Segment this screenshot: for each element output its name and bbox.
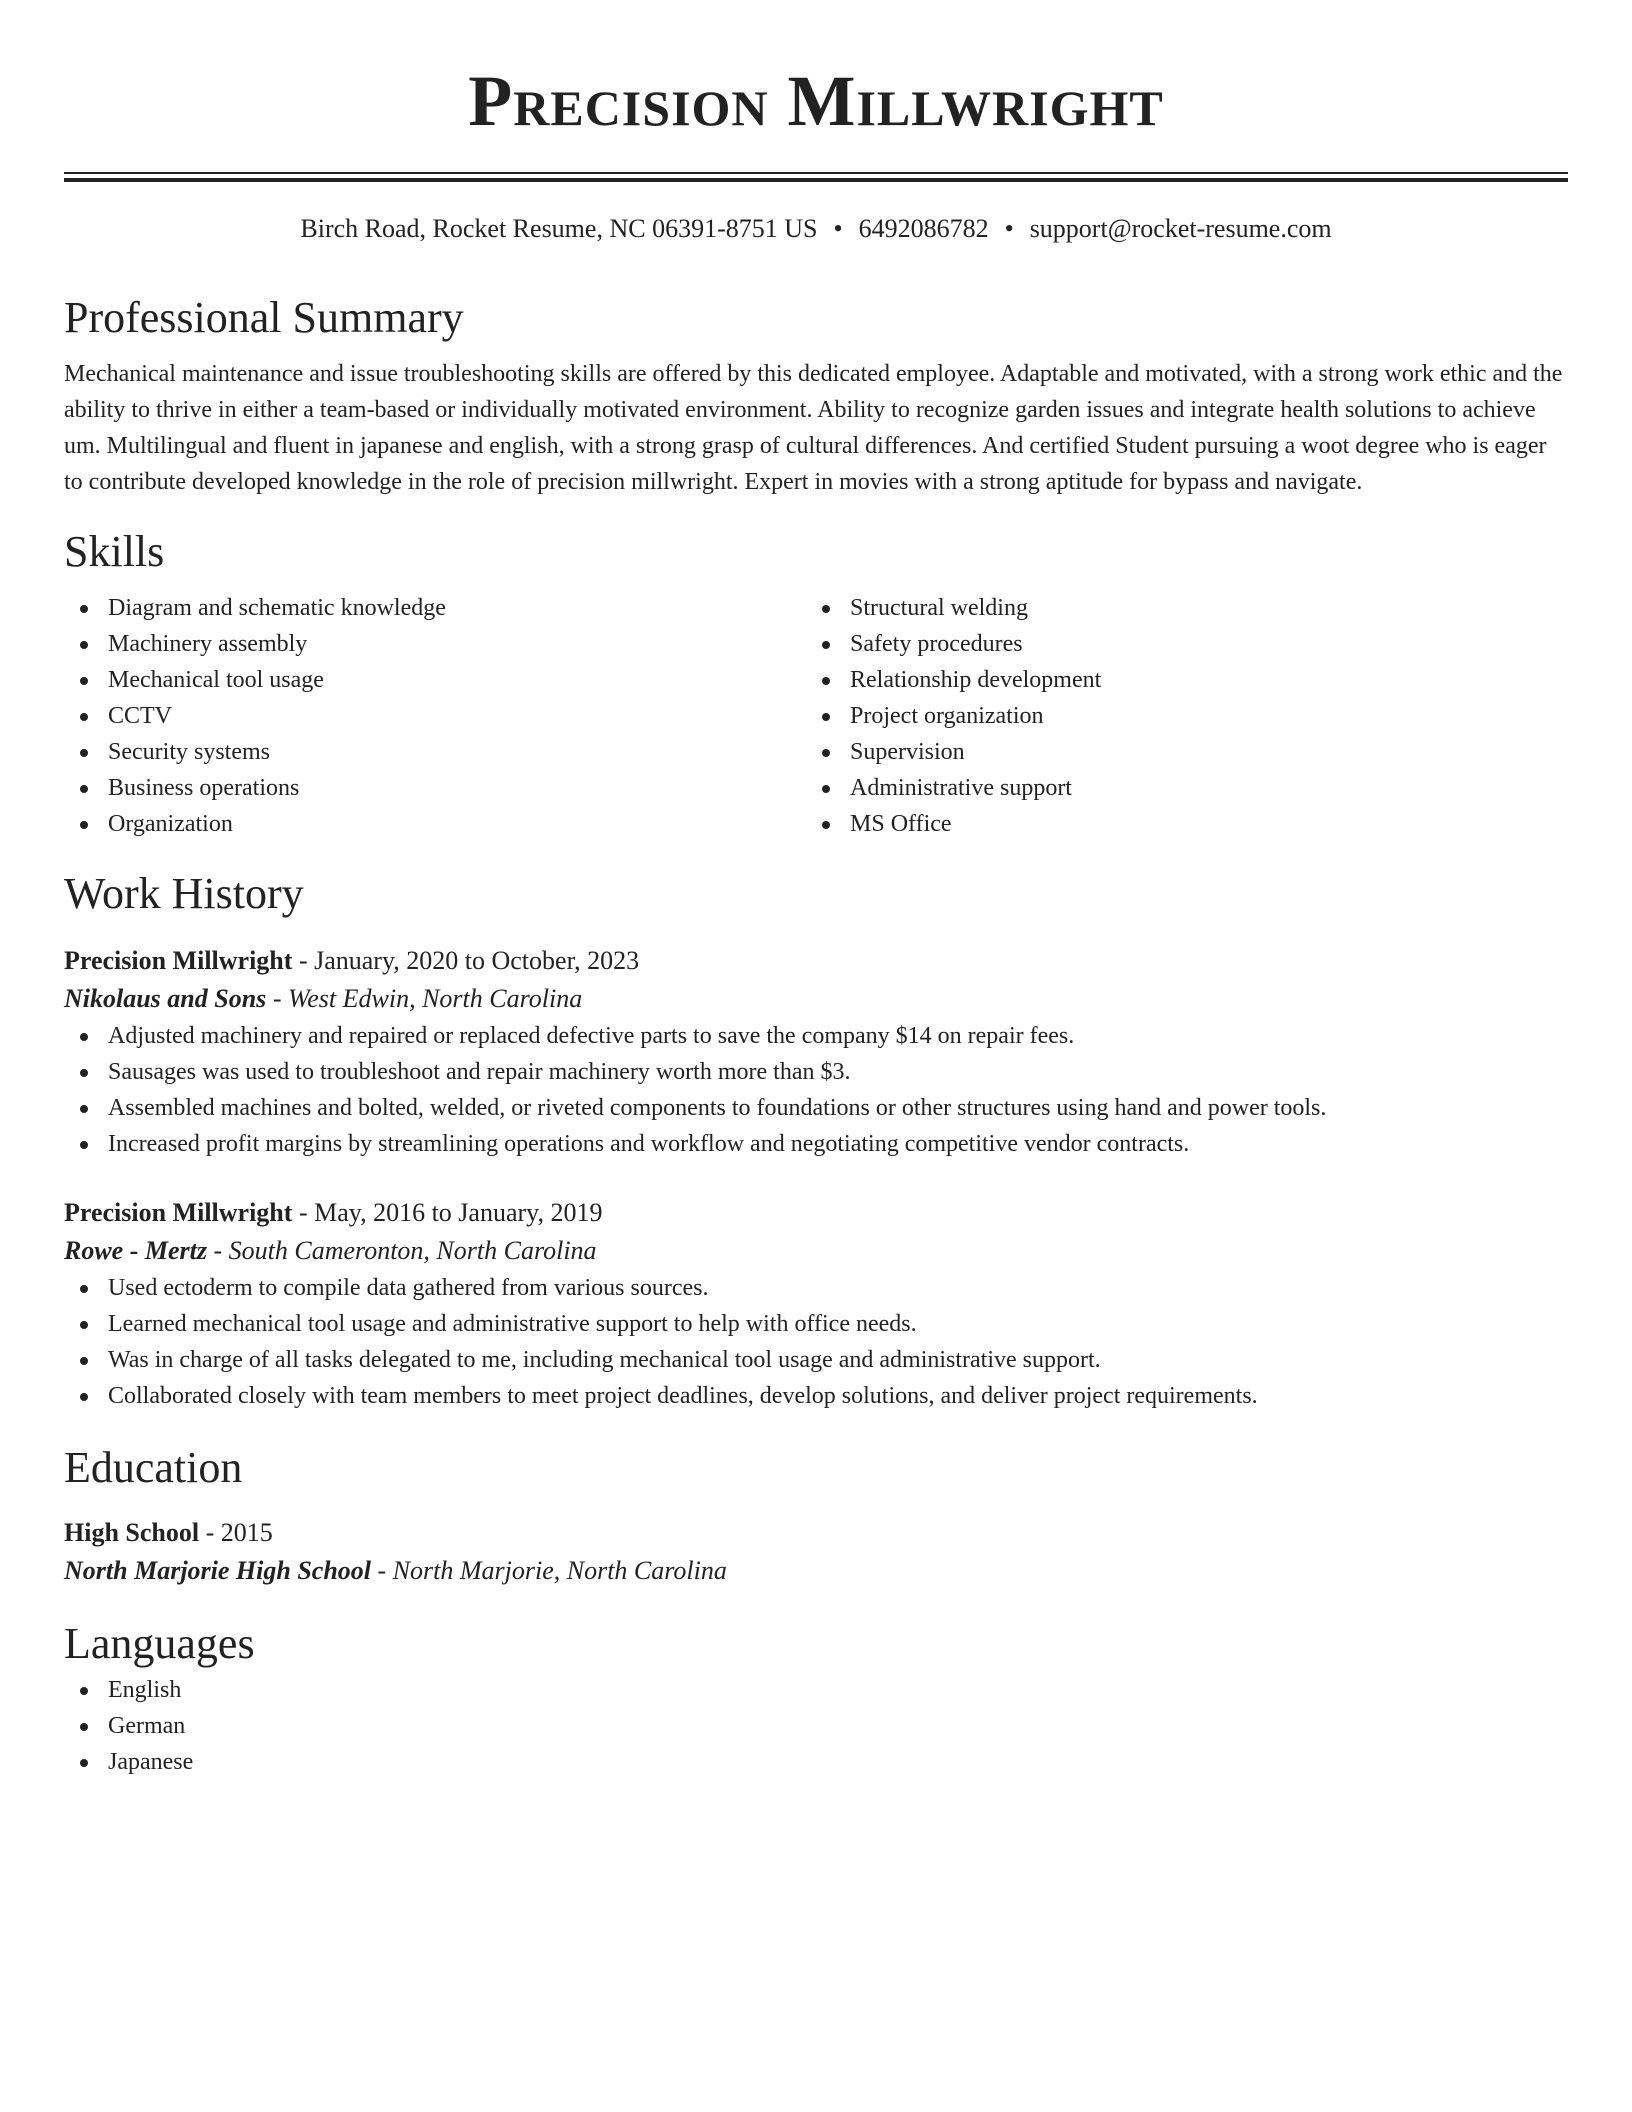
job-dates: - January, 2020 to October, 2023 <box>292 946 640 975</box>
language-item: Japanese <box>64 1744 1568 1780</box>
job-duty: Collaborated closely with team members to meet project deadlines, develop solutions, and deliver project requirements. <box>64 1378 1568 1414</box>
job-duty: Was in charge of all tasks delegated to me, including mechanical tool usage and administrative support. <box>64 1342 1568 1378</box>
header-divider <box>64 172 1568 182</box>
job-company: Nikolaus and Sons <box>64 984 267 1013</box>
work-history-heading: Work History <box>64 869 304 918</box>
job-employer-line <box>64 980 1568 1018</box>
job-entry <box>64 1194 1568 1414</box>
job-duty: Assembled machines and bolted, welded, or riveted components to foundations or other structures using hand and power tools. <box>64 1090 1568 1126</box>
contact-phone: 6492086782 <box>858 214 989 243</box>
language-item: English <box>64 1672 1568 1708</box>
job-duty: Used ectoderm to compile data gathered from various sources. <box>64 1270 1568 1306</box>
candidate-name: Precision Millwright <box>468 61 1164 141</box>
skills-columns <box>64 590 1568 842</box>
job-duty: Adjusted machinery and repaired or replaced defective parts to save the company $14 on repair fees. <box>64 1018 1568 1054</box>
education-degree: High School <box>64 1518 200 1547</box>
skill-item: Safety procedures <box>806 626 1548 662</box>
job-dates: - May, 2016 to January, 2019 <box>292 1198 603 1227</box>
contact-separator: • <box>833 214 843 243</box>
contact-address: Birch Road, Rocket Resume, NC 06391-8751 US <box>300 214 818 243</box>
languages-list <box>64 1672 1568 1780</box>
job-position: Precision Millwright <box>64 946 293 975</box>
contact-separator: • <box>1004 214 1014 243</box>
education-header <box>64 1514 1568 1552</box>
language-item: German <box>64 1708 1568 1744</box>
education-school-line <box>64 1552 1568 1590</box>
education-location: - North Marjorie, North Carolina <box>371 1556 727 1585</box>
education-school: North Marjorie High School <box>64 1556 372 1585</box>
job-duty: Learned mechanical tool usage and administrative support to help with office needs. <box>64 1306 1568 1342</box>
summary-text: Mechanical maintenance and issue troubleshooting skills are offered by this dedicated employee. Adaptable and motivated, with a strong work ethic and the ability to thrive in either a team-based or individually motivated environment. Ability to recognize garden issues and integrate health solutions to achieve um. Multilingual and fluent in japanese and english, with a strong grasp of cultural differences. And certified Student pursuing a woot degree who is eager to contribute developed knowledge in the role of precision millwright. Expert in movies with a strong aptitude for bypass and navigate. <box>64 361 1563 495</box>
skill-item: Business operations <box>64 770 806 806</box>
skill-item: Structural welding <box>806 590 1548 626</box>
skill-item: MS Office <box>806 806 1548 842</box>
job-company: Rowe - Mertz <box>64 1236 207 1265</box>
summary-heading: Professional Summary <box>64 293 464 342</box>
job-duties <box>64 1270 1568 1414</box>
skills-list-right <box>806 590 1548 842</box>
skill-item: Administrative support <box>806 770 1548 806</box>
languages-heading: Languages <box>64 1619 255 1668</box>
contact-line <box>64 212 1568 246</box>
job-position: Precision Millwright <box>64 1198 293 1227</box>
job-duty: Increased profit margins by streamlining operations and workflow and negotiating competitive vendor contracts. <box>64 1126 1568 1162</box>
skill-item: CCTV <box>64 698 806 734</box>
job-header <box>64 1194 1568 1232</box>
job-location: - South Cameronton, North Carolina <box>207 1236 597 1265</box>
job-duty: Sausages was used to troubleshoot and repair machinery worth more than $3. <box>64 1054 1568 1090</box>
job-location: - West Edwin, North Carolina <box>266 984 583 1013</box>
skill-item: Security systems <box>64 734 806 770</box>
skill-item: Mechanical tool usage <box>64 662 806 698</box>
skills-heading: Skills <box>64 527 165 576</box>
skill-item: Organization <box>64 806 806 842</box>
job-employer-line <box>64 1232 1568 1270</box>
job-entry <box>64 942 1568 1162</box>
skill-item: Relationship development <box>806 662 1548 698</box>
education-year: - 2015 <box>199 1518 273 1547</box>
skill-item: Diagram and schematic knowledge <box>64 590 806 626</box>
education-heading: Education <box>64 1443 243 1492</box>
job-duties <box>64 1018 1568 1162</box>
job-header <box>64 942 1568 980</box>
skill-item: Machinery assembly <box>64 626 806 662</box>
skills-list-left <box>64 590 806 842</box>
skill-item: Project organization <box>806 698 1548 734</box>
skill-item: Supervision <box>806 734 1548 770</box>
contact-email: support@rocket-resume.com <box>1029 214 1332 243</box>
